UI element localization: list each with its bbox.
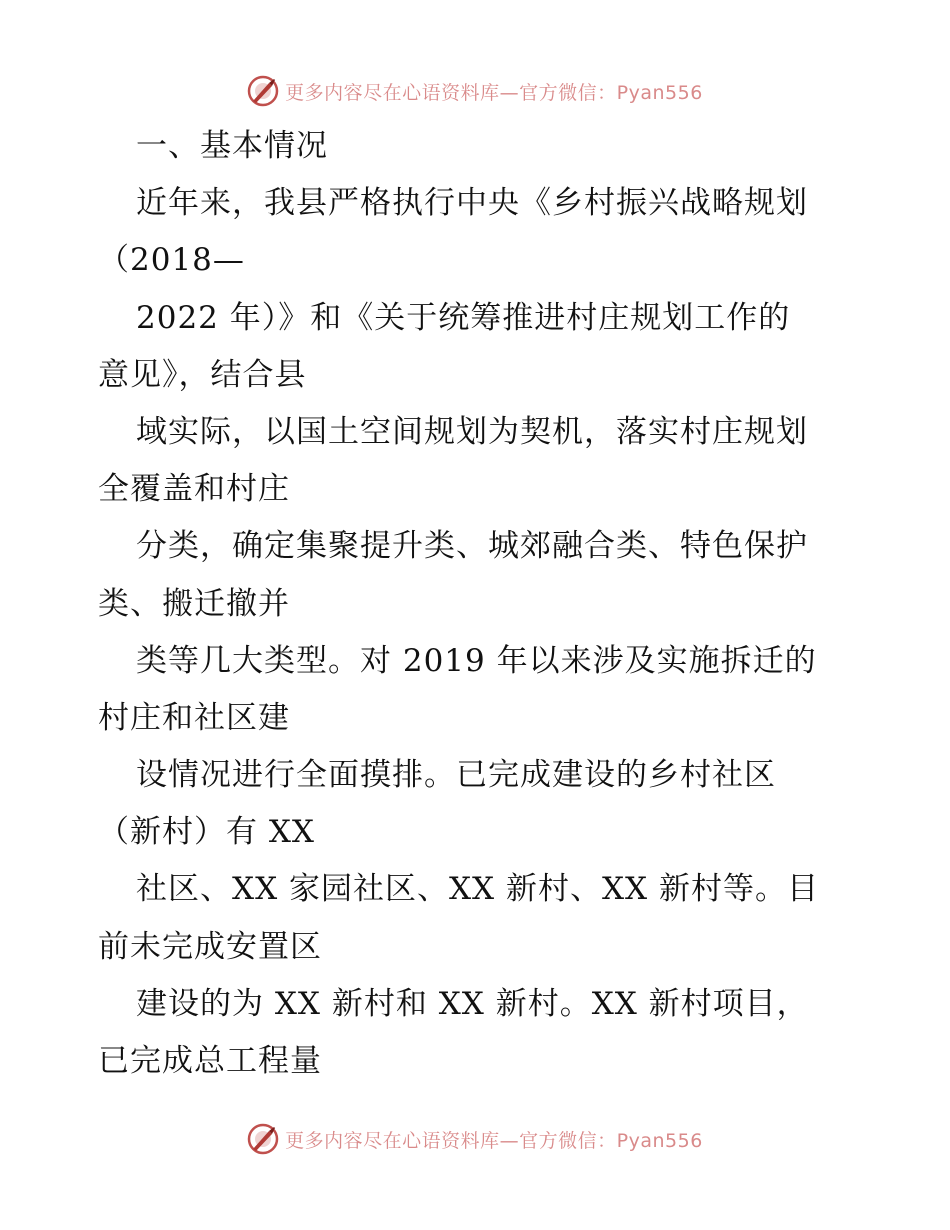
- paragraph-line: 社区、XX 家园社区、XX 新村、XX 新村等。目: [136, 871, 819, 908]
- quill-logo-icon: [247, 75, 279, 107]
- quill-logo-icon: [247, 1123, 279, 1155]
- paragraph-line: 类等几大类型。对 2019 年以来涉及实施拆迁的: [136, 642, 817, 679]
- footer-watermark: [0, 1119, 950, 1159]
- header-watermark: [0, 71, 950, 111]
- paragraph-line: 设情况进行全面摸排。已完成建设的乡村社区: [136, 757, 776, 794]
- paragraph-line: 全覆盖和村庄: [98, 471, 290, 508]
- paragraph-line: 建设的为 XX 新村和 XX 新村。XX 新村项目，: [136, 985, 809, 1022]
- section-heading: 一、基本情况: [136, 128, 328, 164]
- paragraph-line: 2022 年）》和《关于统筹推进村庄规划工作的: [136, 299, 791, 336]
- paragraph-line: 已完成总工程量: [98, 1043, 322, 1079]
- paragraph-line: 类、搬迁撤并: [98, 585, 290, 622]
- paragraph-line: 前未完成安置区: [98, 928, 322, 965]
- paragraph-line: 域实际，以国土空间规划为契机，落实村庄规划: [136, 413, 808, 450]
- paragraph-line: 近年来，我县严格执行中央《乡村振兴战略规划: [136, 185, 808, 222]
- document-body: [98, 118, 858, 1090]
- paragraph-line: 意见》，结合县: [98, 356, 307, 393]
- paragraph-line: 村庄和社区建: [98, 699, 290, 736]
- watermark-text: 更多内容尽在心语资料库—官方微信：Pyan556: [285, 81, 703, 104]
- paragraph-line: 分类，确定集聚提升类、城郊融合类、特色保护: [136, 528, 808, 565]
- paragraph-line: （新村）有 XX: [98, 814, 315, 851]
- paragraph-line: （2018—: [98, 242, 245, 279]
- watermark-text: 更多内容尽在心语资料库—官方微信：Pyan556: [285, 1129, 703, 1152]
